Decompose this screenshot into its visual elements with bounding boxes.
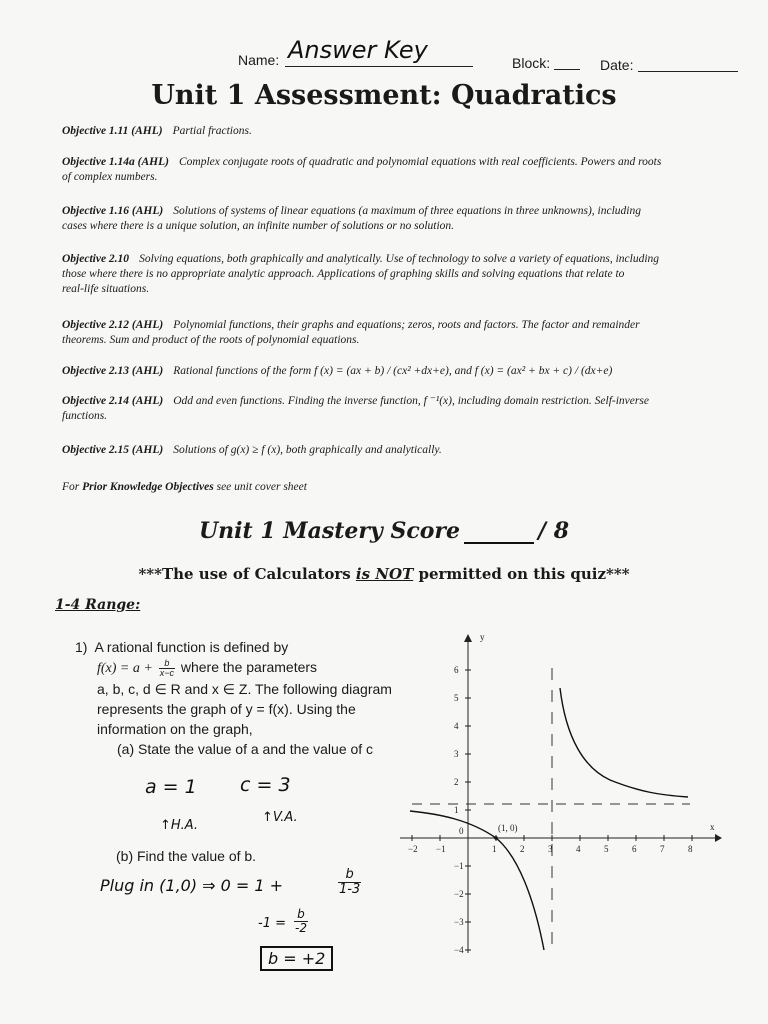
y-tick-label: 1 (454, 805, 459, 815)
ha-note: ↑H.A. (160, 818, 199, 833)
objective-text: Partial fractions. (172, 125, 252, 137)
y-axis-arrow (464, 634, 472, 642)
objective-text: those where there is no appropriate analytic approach. Applications of graphing skills and solving equations that relate to (62, 268, 625, 280)
x-tick-label: 7 (660, 844, 665, 854)
q-line2-rest: where the parameters (180, 659, 318, 675)
x-tick-label: 5 (604, 844, 609, 854)
x-tick-label: 3 (548, 844, 553, 854)
work-frac-2 (294, 908, 308, 935)
q-line5: information on the graph, (97, 721, 253, 737)
objective-item (62, 443, 742, 458)
objective-label: Objective 2.15 (AHL) (62, 444, 164, 456)
objective-item (62, 318, 742, 348)
x-tick-label: 1 (492, 844, 497, 854)
objective-text: Odd and even functions. Finding the inverse function, f ⁻¹(x), including domain restriction. Self-inverse (173, 395, 649, 407)
prior-knowledge-note (62, 480, 742, 495)
q-line1 (75, 637, 415, 657)
objective-text: Solutions of systems of linear equations (a maximum of three equations in three unknowns), including (173, 205, 641, 217)
y-tick-label: −4 (454, 945, 464, 955)
block-label: Block: (512, 55, 551, 71)
x-axis-label: x (710, 822, 715, 832)
objective-item (62, 364, 742, 379)
answer-a: a = 1 (145, 776, 197, 798)
y-tick-label: 2 (454, 777, 459, 787)
objective-item (62, 204, 742, 234)
work-frac-1-num: b (338, 868, 361, 883)
objective-label: Objective 2.14 (AHL) (62, 395, 164, 407)
q-part-a: (a) State the value of a and the value of c (117, 741, 374, 757)
range-heading: 1-4 Range: (55, 597, 141, 613)
x-intercept-point (494, 836, 498, 840)
objective-text: of complex numbers. (62, 171, 158, 183)
x-tick-label: 2 (520, 844, 525, 854)
mastery-label: Unit 1 Mastery Score (198, 518, 461, 544)
plug-in-work: Plug in (1,0) ⇒ 0 = 1 + (100, 876, 284, 895)
calc-after: permitted on this quiz*** (413, 565, 630, 583)
point-label: (1, 0) (498, 823, 518, 833)
objective-label: Objective 1.16 (AHL) (62, 205, 164, 217)
q-line1-text: A rational function is defined by (94, 639, 289, 655)
objective-text: Solutions of g(x) ≥ f (x), both graphically and analytically. (173, 444, 442, 456)
y-tick-label: 5 (454, 693, 459, 703)
prior-bold: Prior Knowledge Objectives (82, 481, 214, 493)
final-answer-box: b = +2 (260, 946, 333, 971)
y-tick-label: 6 (454, 665, 459, 675)
objective-label: Objective 2.10 (62, 253, 130, 265)
work-frac-1-den: 1-3 (339, 882, 361, 897)
mastery-blank[interactable] (464, 524, 534, 544)
q-fx: f(x) = a + (97, 661, 153, 676)
objective-text: Solving equations, both graphically and analytically. Use of technology to solve a variety of equations, including (139, 253, 660, 265)
curve-left-branch (410, 811, 544, 950)
objective-text: Rational functions of the form f (x) = (ax + b) / (cx² +dx+e), and f (x) = (ax² + bx + c) / (dx+e) (173, 365, 613, 377)
x-tick-label: 6 (632, 844, 637, 854)
objective-label: Objective 2.13 (AHL) (62, 365, 164, 377)
y-tick-label: −1 (454, 861, 464, 871)
calc-before: ***The use of Calculators (138, 565, 356, 583)
q-line3: a, b, c, d ∈ R and x ∈ Z. The following diagram (97, 681, 392, 697)
x-tick-label: −1 (436, 844, 446, 854)
name-label: Name: (238, 52, 280, 68)
objective-text: functions. (62, 410, 108, 422)
x-tick-label: 8 (688, 844, 693, 854)
q-frac-num: b (159, 659, 175, 669)
y-tick-label: −2 (454, 889, 464, 899)
objective-text: Polynomial functions, their graphs and equations; zeros, roots and factors. The factor and remainder (173, 319, 640, 331)
objective-item (62, 155, 742, 185)
q-frac-den: x−c (159, 667, 174, 678)
block-field-line[interactable] (554, 55, 580, 70)
name-handwritten: Answer Key (288, 36, 428, 64)
answer-c: c = 3 (240, 774, 291, 796)
objective-label: Objective 1.11 (AHL) (62, 125, 163, 137)
prior-suffix: see unit cover sheet (213, 481, 307, 493)
curve-right-branch (560, 688, 688, 797)
work-frac-2-den: -2 (295, 921, 307, 935)
page-title: Unit 1 Assessment: Quadratics (151, 80, 617, 111)
objective-text: Complex conjugate roots of quadratic and polynomial equations with real coefficients. Powers and roots (178, 156, 662, 168)
objective-text: theorems. Sum and product of the roots of polynomial equations. (62, 334, 360, 346)
x-tick-label: −2 (408, 844, 418, 854)
objective-item (62, 124, 742, 139)
work-frac-1 (338, 868, 361, 897)
calc-emph: is NOT (355, 565, 414, 583)
y-tick-label: 4 (454, 721, 459, 731)
date-label: Date: (600, 57, 634, 73)
work-neg1: -1 = (258, 916, 286, 931)
objective-text: cases where there is a unique solution, an infinite number of solutions or no solution. (62, 220, 455, 232)
mastery-denominator: / 8 (538, 518, 570, 544)
origin-label: 0 (459, 826, 464, 836)
objective-item (62, 394, 742, 424)
q-part-b: (b) Find the value of b. (116, 848, 257, 864)
question-1 (75, 637, 415, 759)
work-frac-2-num: b (294, 908, 308, 922)
objective-label: Objective 2.12 (AHL) (62, 319, 164, 331)
calculator-notice (0, 565, 768, 583)
y-tick-label: −3 (454, 917, 464, 927)
date-field-line[interactable] (638, 57, 738, 72)
rational-function-graph (400, 628, 730, 958)
x-axis-arrow (715, 834, 722, 842)
q-line4: represents the graph of y = f(x). Using the (97, 701, 356, 717)
q-line2 (75, 657, 415, 679)
prior-prefix: For (62, 481, 83, 493)
objective-label: Objective 1.14a (AHL) (62, 156, 169, 168)
q-fraction (159, 659, 175, 678)
mastery-score (0, 518, 768, 544)
objective-text: real-life situations. (62, 283, 150, 295)
x-tick-label: 4 (576, 844, 581, 854)
va-note: ↑V.A. (262, 810, 298, 825)
y-axis-label: y (480, 632, 485, 642)
q-number: 1) (75, 639, 88, 655)
y-tick-label: 3 (454, 749, 459, 759)
objective-item (62, 252, 742, 297)
